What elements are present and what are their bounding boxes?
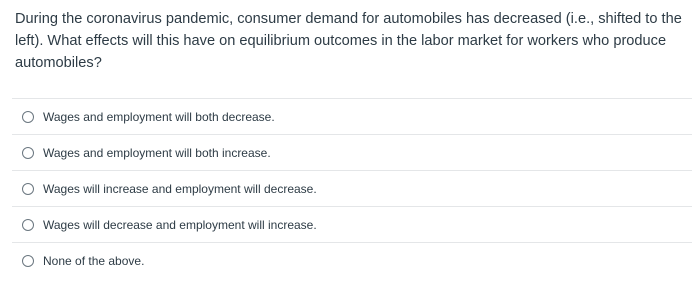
answer-label: Wages and employment will both decrease.	[43, 109, 275, 124]
answer-option-1[interactable]	[12, 98, 692, 134]
radio-button-icon[interactable]	[22, 255, 34, 267]
answer-option-4[interactable]	[12, 206, 692, 242]
answer-label: Wages will increase and employment will decrease.	[43, 181, 317, 196]
answer-label: Wages will decrease and employment will increase.	[43, 217, 317, 232]
radio-button-icon[interactable]	[22, 219, 34, 231]
radio-button-icon[interactable]	[22, 183, 34, 195]
answer-label: None of the above.	[43, 253, 145, 268]
answer-label: Wages and employment will both increase.	[43, 145, 271, 160]
radio-button-icon[interactable]	[22, 111, 34, 123]
radio-button-icon[interactable]	[22, 147, 34, 159]
answer-option-2[interactable]	[12, 134, 692, 170]
answer-option-3[interactable]	[12, 170, 692, 206]
answer-list	[12, 98, 692, 278]
answer-option-5[interactable]	[12, 242, 692, 278]
question-text: During the coronavirus pandemic, consumer demand for automobiles has decreased (i.e., shifted to the left). What effects will this have on equilibrium outcomes in the labor market for workers who produce automobiles?	[15, 11, 682, 71]
